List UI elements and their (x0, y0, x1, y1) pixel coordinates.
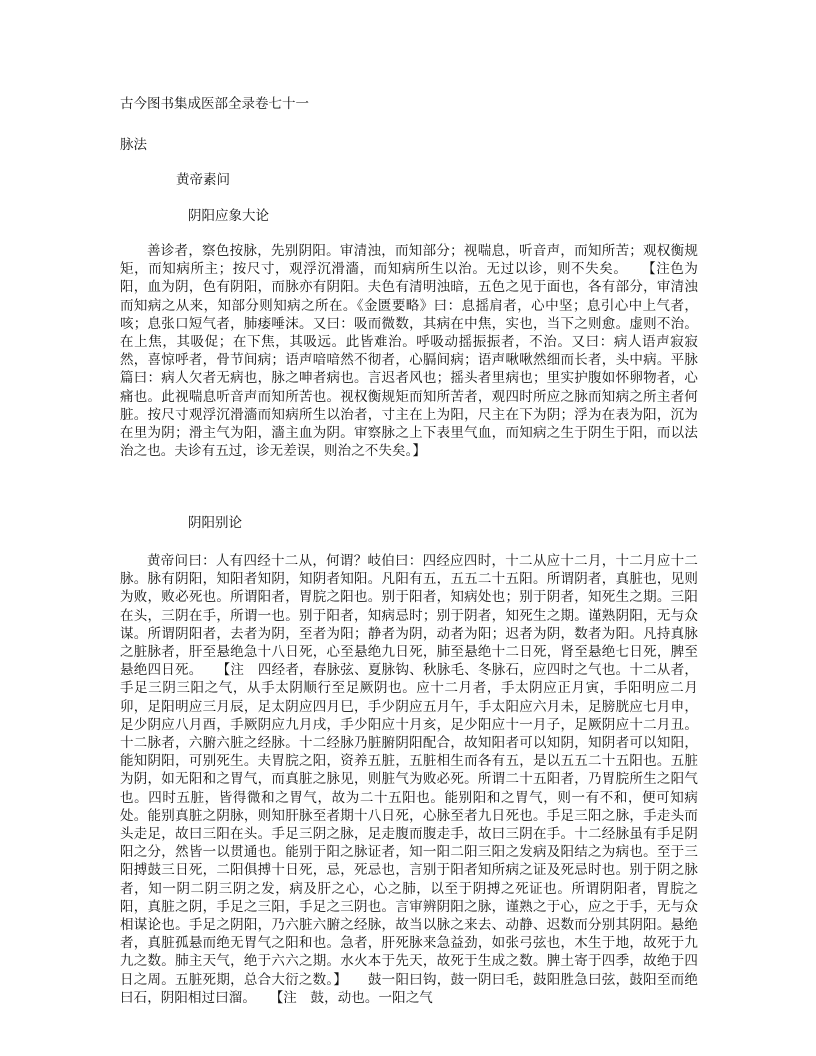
chapter-heading-1: 阴阳应象大论 (188, 208, 269, 224)
paragraph-2: 黄帝问曰：人有四经十二从，何谓？岐伯曰：四经应四时，十二从应十二月，十二月应十二脉。脉有阴阳，知阳者知阴，知阴者知阳。凡阳有五，五五二十五阳。所谓阴者，真脏也，见则为败，败必死也。所谓阳者，胃脘之阳也。别于阳者，知病处也；别于阴者，知死生之期。三阳在头，三阴在手，所谓一也。别于阳者，知病忌时；别于阴者，知死生之期。谨熟阴阳，无与众谋。所谓阴阳者，去者为阴，至者为阳；静者为阴，动者为阳；迟者为阴，数者为阳。凡持真脉之脏脉者，肝至悬绝急十八日死，心至悬绝九日死，肺至悬绝十二日死，肾至悬绝七日死，脾至悬绝四日死。 【注 四经者，春脉弦、夏脉钩、秋脉毛、冬脉石，应四时之气也。十二从者，手足三阴三阳之气，从手太阴顺行至足厥阴也。应十二月者，手太阴应正月寅，手阳明应二月卯，足阳明应三月辰，足太阴应四月巳，手少阴应五月午，手太阳应六月未，足膀胱应七月申，足少阴应八月酉，手厥阴应九月戌，手少阳应十月亥，足少阳应十一月子，足厥阴应十二月丑。十二脉者，六腑六脏之经脉。十二经脉乃脏腑阴阳配合，故知阳者可以知阴，知阴者可以知阳，能知阴阳，可别死生。夫胃脘之阳，资养五脏，五脏相生而各有五，是以五五二十五阳也。五脏为阴，如无阳和之胃气，而真脏之脉见，则脏气为败必死。所谓二十五阳者，乃胃脘所生之阳气也。四时五脏，皆得微和之胃气，故为二十五阳也。能别阳和之胃气，则一有不和，便可知病处。能别真脏之阴脉，则知肝脉至者期十八日死，心脉至者九日死也。手足三阳之脉，手走头而头走足，故曰三阳在头。手足三阴之脉，足走腹而腹走手，故曰三阴在手。十二经脉虽有手足阴阳之分，然皆一以贯通也。能别于阳之脉证者，知一阳二阳三阳之发病及阳结之为病也。至于三阳搏鼓三日死，二阳俱搏十日死，忌，死忌也，言别于阳者知所病之证及死忌时也。别于阴之脉者，知一阴二阴三阴之发，病及肝之心，心之肺，以至于阴搏之死证也。所谓阴阳者，胃脘之阳，真脏之阴，手足之三阳，手足之三阴也。言审辨阴阳之脉，谨熟之于心，应之于手，无与众相谋论也。手足之阴阳，乃六脏六腑之经脉，故当以脉之来去、动静、迟数而分别其阴阳。悬绝者，真脏孤悬而绝无胃气之阳和也。急者，肝死脉来急益劲，如张弓弦也，木生于地，故死于九九之数。肺主天气，绝于六六之期。水火本于先天，故死于生成之数。脾土寄于四季，故绝于四日之周。五脏死期，总合大衍之数。】 鼓一阳曰钩，鼓一阴曰毛，鼓阳胜急曰弦，鼓阳至而绝曰石，阴阳相过曰溜。 【注 鼓，动也。一阳之气 (120, 553, 698, 1006)
section-heading: 脉法 (120, 137, 147, 153)
document-title: 古今图书集成医部全录卷七十一 (120, 96, 309, 112)
subsection-heading: 黄帝素问 (176, 172, 230, 188)
paragraph-1: 善诊者，察色按脉，先别阴阳。审清浊，而知部分；视喘息，听音声，而知所苦；观权衡规矩，而知病所主；按尺寸，观浮沉滑濇，而知病所生以治。无过以诊，则不失矣。 【注色为阳，血为阴，色有阴阳，而脉亦有阴阳。夫色有清明浊暗，五色之见于面也，各有部分，审清浊而知病之从来，知部分则知病之所在。《金匮要略》曰：息摇肩者，心中坚；息引心中上气者，咳；息张口短气者，肺痿唾沫。又曰：吸而微数，其病在中焦，实也，当下之则愈。虚则不治。在上焦，其吸促；在下焦，其吸远。此皆难治。呼吸动摇振振者，不治。又曰：病人语声寂寂然，喜惊呼者，骨节间病；语声喑喑然不彻者，心膈间病；语声啾啾然细而长者，头中病。平脉篇曰：病人欠者无病也，脉之呻者病也。言迟者风也；摇头者里病也；里实护腹如怀卵物者，心痛也。此视喘息听音声而知所苦也。视权衡规矩而知所苦者，观四时所应之脉而知病之所主者何脏。按尺寸观浮沉滑濇而知病所生以治者，寸主在上为阳，尺主在下为阴；浮为在表为阳，沉为在里为阴；滑主气为阳，濇主血为阴。审察脉之上下表里气血，而知病之生于阴生于阳，而以法治之也。夫诊有五过，诊无差误，则治之不失矣。】 (120, 243, 698, 460)
chapter-heading-2: 阴阳别论 (188, 515, 242, 531)
